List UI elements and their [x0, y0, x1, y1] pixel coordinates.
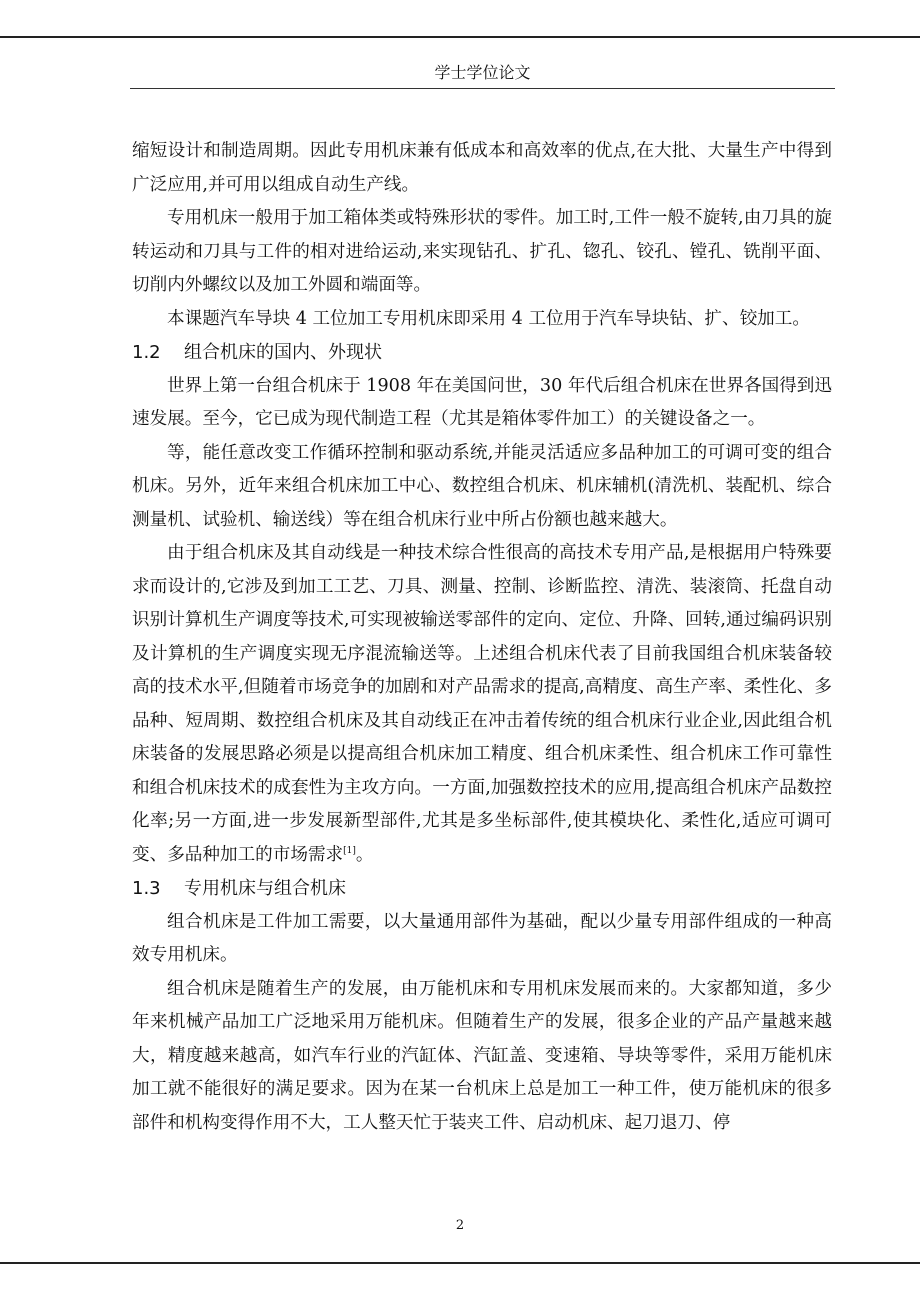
paragraph: 世界上第一台组合机床于 1908 年在美国问世，30 年代后组合机床在世界各国得到迅速发展。至今，它已成为现代制造工程（尤其是箱体零件加工）的关键设备之一。 — [132, 375, 832, 429]
section-heading-1-2 — [132, 336, 832, 370]
section-heading-1-3 — [132, 872, 832, 906]
section-number: 1.2 — [132, 342, 161, 363]
page-body — [132, 135, 832, 1140]
top-border-line — [0, 36, 920, 38]
paragraph — [132, 537, 832, 872]
bottom-border-line — [0, 1262, 920, 1264]
paragraph: 等，能任意改变工作循环控制和驱动系统,并能灵活适应多品种加工的可调可变的组合机床。另外，近年来组合机床加工中心、数控组合机床、机床辅机(清洗机、装配机、综合测量机、试验机、输送线）等在组合机床行业中所占份额也越来越大。 — [132, 442, 832, 530]
page-number: 2 — [455, 1218, 465, 1233]
section-title: 专用机床与组合机床 — [184, 878, 346, 899]
paragraph: 组合机床是工件加工需要，以大量通用部件为基础，配以少量专用部件组成的一种高效专用机床。 — [132, 911, 832, 965]
paragraph: 本课题汽车导块 4 工位加工专用机床即采用 4 工位用于汽车导块钻、扩、铰加工。 — [167, 308, 810, 329]
paragraph: 组合机床是随着生产的发展，由万能机床和专用机床发展而来的。大家都知道，多少年来机械产品加工广泛地采用万能机床。但随着生产的发展，很多企业的产品产量越来越大，精度越来越高，如汽车行业的汽缸体、汽缸盖、变速箱、导块等零件，采用万能机床加工就不能很好的满足要求。因为在某一台机床上总是加工一种工件，使万能机床的很多部件和机构变得作用不大，工人整天忙于装夹工件、启动机床、起刀退刀、停 — [132, 978, 832, 1133]
citation-link[interactable]: [1] — [343, 845, 356, 856]
paragraph: 缩短设计和制造周期。因此专用机床兼有低成本和高效率的优点,在大批、大量生产中得到广泛应用,并可用以组成自动生产线。 — [132, 141, 832, 195]
paragraph: 专用机床一般用于加工箱体类或特殊形状的零件。加工时,工件一般不旋转,由刀具的旋转运动和刀具与工件的相对进给运动,来实现钻孔、扩孔、锪孔、铰孔、镗孔、铣削平面、切削内外螺纹以及加工外圆和端面等。 — [132, 208, 832, 295]
section-number: 1.3 — [132, 878, 161, 899]
header-divider — [130, 88, 835, 89]
paragraph-text: 由于组合机床及其自动线是一种技术综合性很高的高技术专用产品,是根据用户特殊要求而设计的,它涉及到加工工艺、刀具、测量、控制、诊断监控、清洗、装滚筒、托盘自动识别计算机生产调度等技术,可实现被输送零部件的定向、定位、升降、回转,通过编码识别及计算机的生产调度实现无序混流输送等。上述组合机床代表了目前我国组合机床装备较高的技术水平,但随着市场竞争的加剧和对产品需求的提高,高精度、高生产率、柔性化、多品种、短周期、数控组合机床及其自动线正在冲击着传统的组合机床行业企业,因此组合机床装备的发展思路必须是以提高组合机床加工精度、组合机床柔性、组合机床工作可靠性和组合机床技术的成套性为主攻方向。一方面,加强数控技术的应用,提高组合机床产品数控化率;另一方面,进一步发展新型部件,尤其是多坐标部件,使其模块化、柔性化,适应可调可变、多品种加工的市场需求 — [132, 543, 832, 865]
paragraph-end: 。 — [355, 844, 374, 865]
running-header: 学士学位论文 — [434, 63, 531, 82]
section-title: 组合机床的国内、外现状 — [184, 342, 382, 363]
